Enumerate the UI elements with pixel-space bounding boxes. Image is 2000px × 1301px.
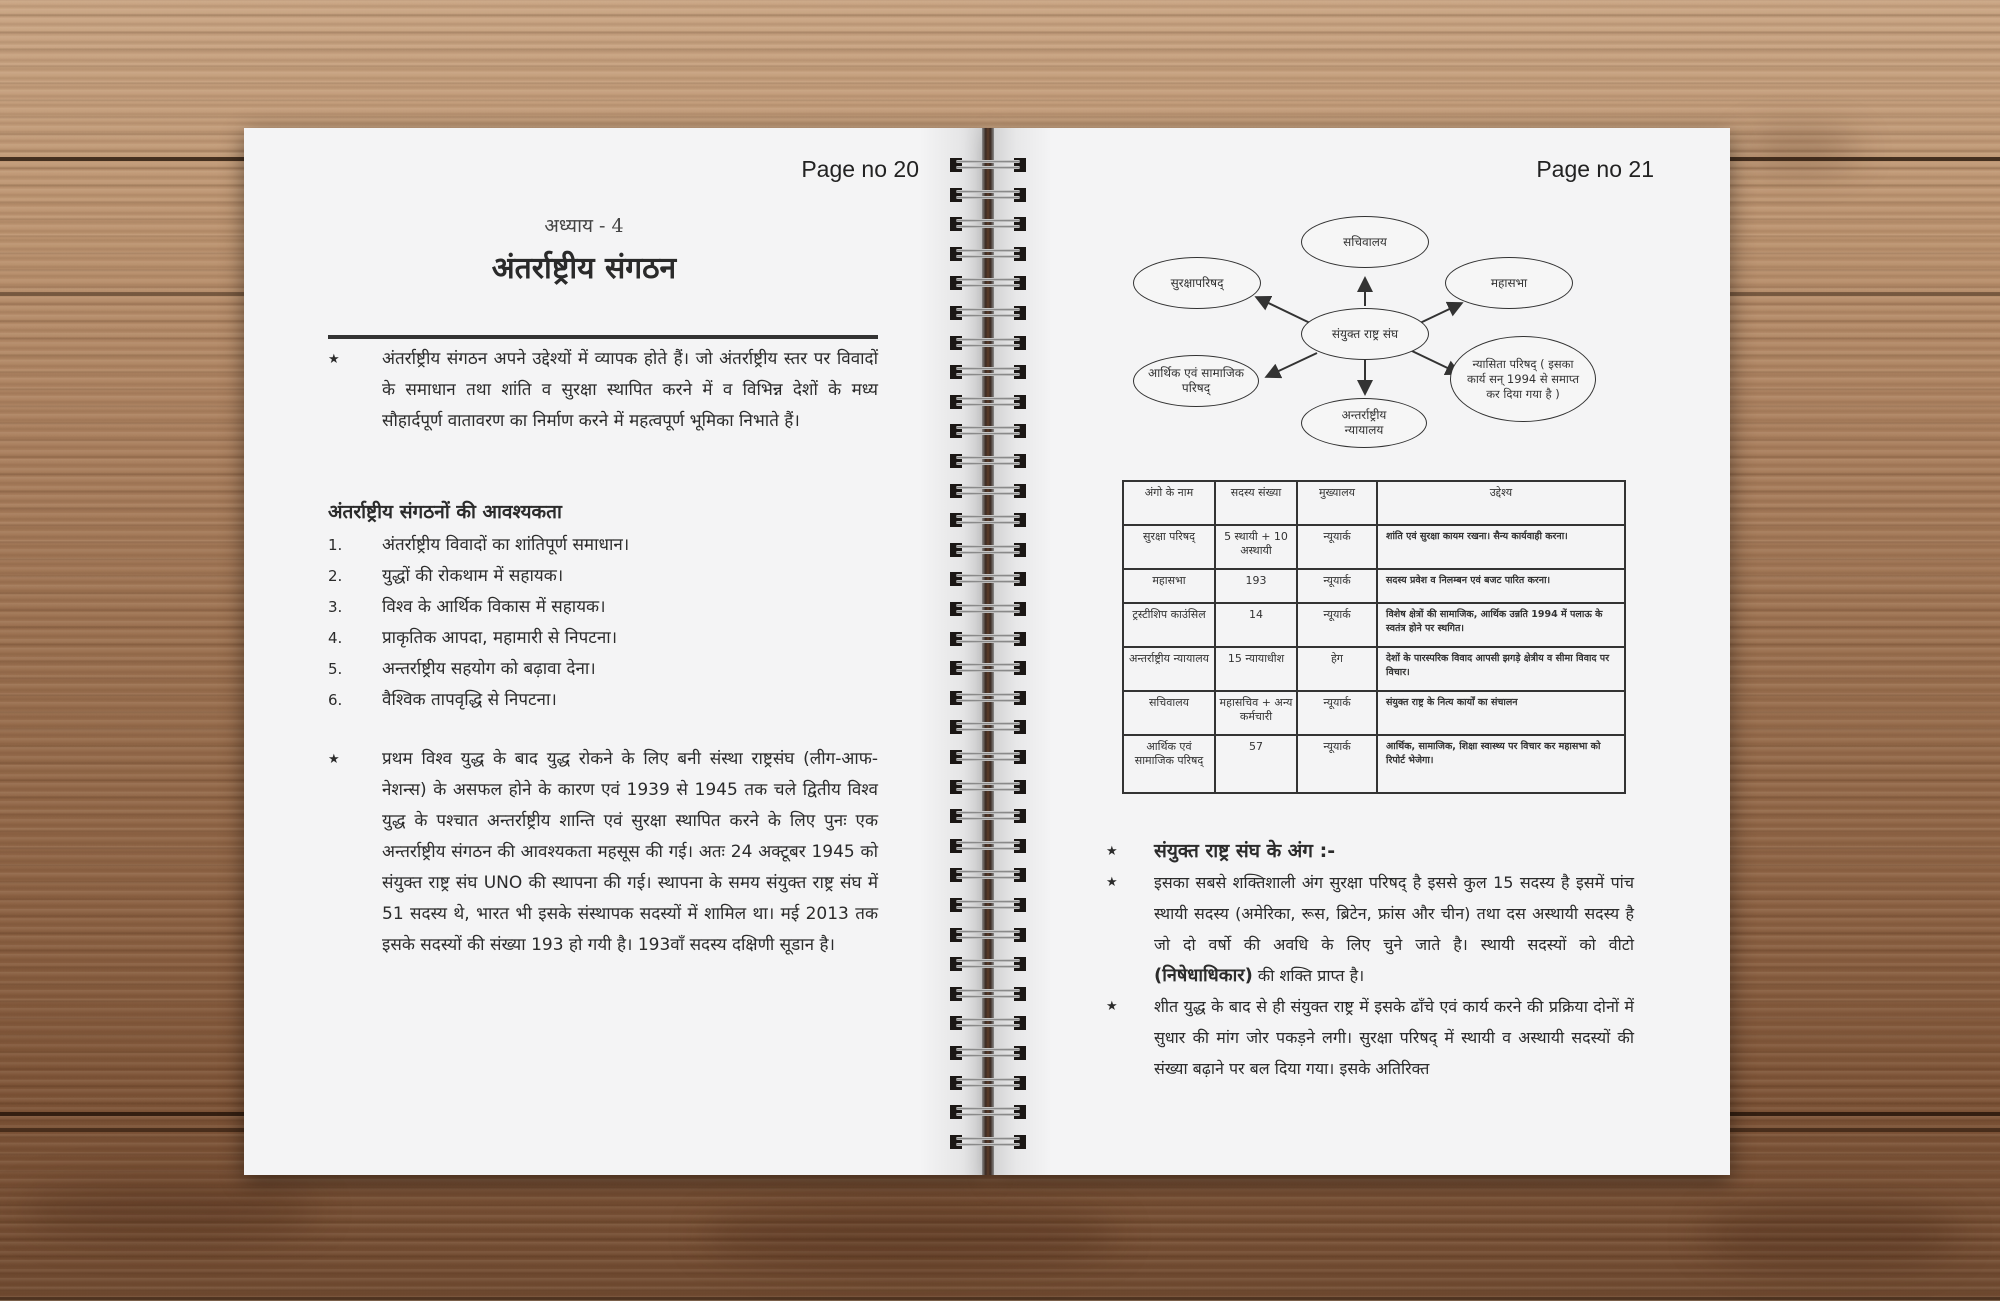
bullet-star-icon: ★ <box>1106 844 1118 859</box>
list-item <box>328 654 878 685</box>
cell-hq: न्यूयार्क <box>1297 691 1377 735</box>
spiral-ring <box>950 839 1026 853</box>
list-text: अंतर्राष्ट्रीय विवादों का शांतिपूर्ण समाधान। <box>382 535 630 555</box>
spiral-ring <box>950 780 1026 794</box>
list-item <box>328 561 878 592</box>
spiral-ring <box>950 306 1026 320</box>
cell-objective: शांति एवं सुरक्षा कायम रखना। सैन्य कार्यवाही करना। <box>1377 525 1625 569</box>
history-paragraph <box>328 744 878 961</box>
spiral-ring <box>950 750 1026 764</box>
spiral-ring <box>950 1076 1026 1090</box>
spiral-ring <box>950 276 1026 290</box>
cell-objective: विशेष क्षेत्रों की सामाजिक, आर्थिक उन्नति 1994 में पलाऊ के स्वतंत्र होने पर स्थगित। <box>1377 603 1625 647</box>
cell-members: 5 स्थायी + 10 अस्थायी <box>1215 525 1297 569</box>
spiral-ring <box>950 1016 1026 1030</box>
diagram-node-ecosoc: आर्थिक एवं सामाजिक परिषद् <box>1133 355 1259 407</box>
list-item <box>328 685 878 716</box>
reform-paragraph <box>1106 991 1634 1084</box>
cell-organ: आर्थिक एवं सामाजिक परिषद् <box>1123 735 1215 793</box>
spiral-ring <box>950 691 1026 705</box>
cell-members: 193 <box>1215 569 1297 603</box>
diagram-node-security-council: सुरक्षापरिषद् <box>1133 257 1261 309</box>
cell-organ: अन्तर्राष्ट्रीय न्यायालय <box>1123 647 1215 691</box>
spiral-ring <box>950 987 1026 1001</box>
list-number: 1. <box>328 536 343 554</box>
cell-members: 15 न्यायाधीश <box>1215 647 1297 691</box>
cell-organ: ट्रस्टीशिप काउंसिल <box>1123 603 1215 647</box>
wood-knot-shadow <box>700 1200 1120 1270</box>
cell-hq: न्यूयार्क <box>1297 525 1377 569</box>
un-organs-table <box>1122 480 1626 794</box>
cell-hq: न्यूयार्क <box>1297 735 1377 793</box>
list-text: प्राकृतिक आपदा, महामारी से निपटना। <box>382 628 618 648</box>
chapter-label: अध्याय - 4 <box>544 215 624 237</box>
list-number: 3. <box>328 598 343 616</box>
list-text: वैश्विक तापवृद्धि से निपटना। <box>382 690 557 710</box>
table-row <box>1123 603 1625 647</box>
diagram-node-center-un: संयुक्त राष्ट्र संघ <box>1301 308 1429 360</box>
spiral-ring <box>950 1135 1026 1149</box>
spiral-ring <box>950 158 1026 172</box>
table-row <box>1123 569 1625 603</box>
cell-members: 57 <box>1215 735 1297 793</box>
chapter-title: अंतर्राष्ट्रीय संगठन <box>491 251 677 286</box>
header-organ-name: अंगो के नाम <box>1123 481 1215 525</box>
table-row <box>1123 691 1625 735</box>
list-text: अन्तर्राष्ट्रीय सहयोग को बढ़ावा देना। <box>382 659 596 679</box>
page-number: Page no 21 <box>1536 156 1654 182</box>
spiral-ring <box>950 395 1026 409</box>
left-page <box>244 128 989 1175</box>
header-objective: उद्देश्य <box>1377 481 1625 525</box>
wood-knot-shadow <box>1740 130 1860 170</box>
title-divider <box>328 335 878 339</box>
cell-objective: सदस्य प्रवेश व निलम्बन एवं बजट पारित करना। <box>1377 569 1625 603</box>
cell-organ: सचिवालय <box>1123 691 1215 735</box>
cell-objective: संयुक्त राष्ट्र के नित्य कार्यों का संचालन <box>1377 691 1625 735</box>
spiral-ring <box>950 720 1026 734</box>
list-number: 6. <box>328 691 343 709</box>
list-number: 4. <box>328 629 343 647</box>
spiral-ring <box>950 336 1026 350</box>
spiral-ring <box>950 365 1026 379</box>
cell-hq: हेग <box>1297 647 1377 691</box>
organs-heading-text: संयुक्त राष्ट्र संघ के अंग :- <box>1154 840 1336 862</box>
right-page <box>992 128 1730 1175</box>
history-text: प्रथम विश्व युद्ध के बाद युद्ध रोकने के लिए बनी संस्था राष्ट्रसंघ (लीग-आफ-नेशन्स) के असफल होने के कारण एवं 1939 से 1945 तक चले द्वितीय विश्व युद्ध के पश्चात अन्तर्राष्ट्रीय शान्ति एवं सुरक्षा स्थापित करने के लिए पुनः एक अन्तर्राष्ट्रीय संगठन की आवश्यकता महसूस की गई। अतः 24 अक्टूबर 1945 को संयुक्त राष्ट्र संघ UNO की स्थापना की गई। स्थापना के समय संयुक्त राष्ट्र संघ में 51 सदस्य थे, भारत भी इसके संस्थापक सदस्यों में शामिल था। मई 2013 तक इसके सदस्यों की संख्या 193 हो गयी है। 193वाँ सदस्य दक्षिणी सूडान है। <box>382 749 878 955</box>
intro-paragraph <box>328 344 878 437</box>
reform-text: शीत युद्ध के बाद से ही संयुक्त राष्ट्र में इसके ढाँचे एवं कार्य करने की प्रक्रिया दोनों में सुधार की मांग जोर पकड़ने लगी। सुरक्षा परिषद् में स्थायी व अस्थायी सदस्यों की संख्या बढ़ाने पर बल दिया गया। इसके अतिरिक्त <box>1154 997 1634 1078</box>
spiral-ring <box>950 247 1026 261</box>
cell-members: महासचिव + अन्य कर्मचारी <box>1215 691 1297 735</box>
header-member-count: सदस्य संख्या <box>1215 481 1297 525</box>
spiral-ring <box>950 188 1026 202</box>
cell-members: 14 <box>1215 603 1297 647</box>
spiral-ring <box>950 661 1026 675</box>
spiral-ring <box>950 928 1026 942</box>
spiral-ring <box>950 543 1026 557</box>
header-headquarters: मुख्यालय <box>1297 481 1377 525</box>
cell-organ: सुरक्षा परिषद् <box>1123 525 1215 569</box>
list-text: युद्धों की रोकथाम में सहायक। <box>382 566 564 586</box>
bullet-star-icon: ★ <box>1106 999 1118 1014</box>
table-row <box>1123 647 1625 691</box>
list-text: विश्व के आर्थिक विकास में सहायक। <box>382 597 606 617</box>
table-row <box>1123 735 1625 793</box>
list-item <box>328 530 878 561</box>
spiral-ring <box>950 602 1026 616</box>
bullet-star-icon: ★ <box>328 352 340 367</box>
security-council-text-a: इसका सबसे शक्तिशाली अंग सुरक्षा परिषद् है इससे कुल 15 सदस्य है इसमें पांच स्थायी सदस्य (अमेरिका, रूस, ब्रिटेन, फ्रांस और चीन) तथा दस अस्थायी सदस्य है जो दो वर्षो की अवधि के लिए चुने जाते है। स्थायी सदस्यों को वीटो <box>1154 873 1634 954</box>
spiral-ring <box>950 484 1026 498</box>
table-row <box>1123 525 1625 569</box>
bullet-star-icon: ★ <box>328 752 340 767</box>
list-item <box>328 623 878 654</box>
spiral-ring <box>950 1105 1026 1119</box>
diagram-node-secretariat: सचिवालय <box>1301 216 1429 268</box>
wood-plank-seam <box>0 1297 2000 1301</box>
list-item <box>328 592 878 623</box>
diagram-node-icj: अन्तर्राष्ट्रीय न्यायालय <box>1301 398 1427 448</box>
spiral-ring <box>950 957 1026 971</box>
wood-knot-shadow <box>20 1180 320 1240</box>
section-heading: अंतर्राष्ट्रीय संगठनों की आवश्यकता <box>328 501 562 523</box>
cell-objective: देशों के पारस्परिक विवाद आपसी झगड़े क्षेत्रीय व सीमा विवाद पर विचार। <box>1377 647 1625 691</box>
spiral-ring <box>950 572 1026 586</box>
spiral-ring <box>950 1046 1026 1060</box>
security-council-text <box>1154 867 1634 991</box>
wood-knot-shadow <box>1700 1200 1960 1270</box>
spiral-ring <box>950 632 1026 646</box>
spiral-ring <box>950 898 1026 912</box>
cell-objective: आर्थिक, सामाजिक, शिक्षा स्वास्थ्य पर विचार कर महासभा को रिपोर्ट भेजेगा। <box>1377 735 1625 793</box>
security-council-paragraph <box>1106 867 1634 991</box>
list-number: 2. <box>328 567 343 585</box>
list-number: 5. <box>328 660 343 678</box>
bullet-star-icon: ★ <box>1106 875 1118 890</box>
page-number: Page no 20 <box>801 156 919 182</box>
spiral-ring <box>950 454 1026 468</box>
spiral-ring <box>950 809 1026 823</box>
intro-text: अंतर्राष्ट्रीय संगठन अपने उद्देश्यों में व्यापक होते हैं। जो अंतर्राष्ट्रीय स्तर पर विवादों के समाधान तथा शांति व सुरक्षा स्थापित करने में व विभिन्न देशों के मध्य सौहार्दपूर्ण वातावरण का निर्माण करने में महत्वपूर्ण भूमिका निभाते हैं। <box>382 349 878 431</box>
organs-heading <box>1106 836 1634 867</box>
spiral-ring <box>950 868 1026 882</box>
spiral-ring <box>950 424 1026 438</box>
veto-term: (निषेधाधिकार) <box>1154 965 1253 986</box>
cell-hq: न्यूयार्क <box>1297 569 1377 603</box>
spiral-ring <box>950 217 1026 231</box>
diagram-node-trusteeship: न्यासिता परिषद् ( इसका कार्य सन् 1994 से समाप्त कर दिया गया है ) <box>1450 336 1596 422</box>
table-header-row <box>1123 481 1625 525</box>
security-council-text-b: की शक्ति प्राप्त है। <box>1257 966 1365 985</box>
diagram-node-general-assembly: महासभा <box>1445 257 1573 309</box>
cell-hq: न्यूयार्क <box>1297 603 1377 647</box>
needs-list <box>328 530 878 716</box>
cell-organ: महासभा <box>1123 569 1215 603</box>
un-organs-diagram <box>1120 208 1620 448</box>
spiral-ring <box>950 513 1026 527</box>
